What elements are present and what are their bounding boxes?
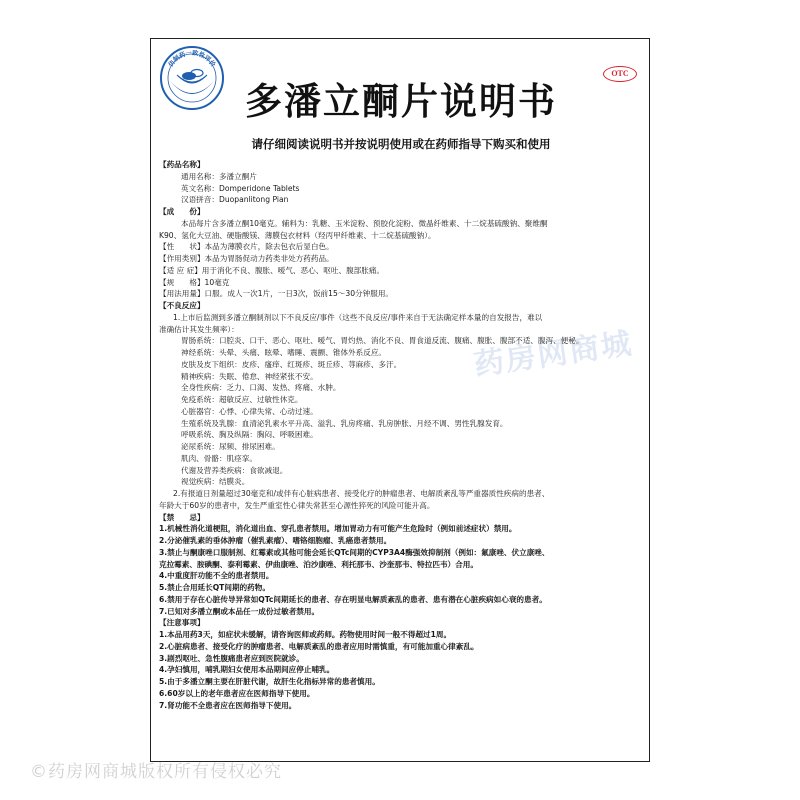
section-contraindication-header: 【禁 忌】: [159, 512, 205, 522]
bottom-watermark: ©药房网商城版权所有侵权必究: [30, 762, 282, 782]
adverse-item: 泌尿系统：尿频、排尿困难。: [181, 442, 280, 451]
section-specification: 【规 格】10毫克: [159, 277, 230, 287]
contraindication-item: 4.中重度肝功能不全的患者禁用。: [159, 571, 274, 581]
contraindication-item: 6.禁用于存在心脏传导异常如QTc间期延长的患者、存在明显电解质紊乱的患者、患有潜在心脏疾病如心衰的患者。: [159, 594, 547, 604]
adverse-intro-line-1: 1.上市后监测到多潘立酮制剂以下不良反应/事件（这些不良反应/事件来自于无法确定样本量的自发报告，难以: [173, 312, 543, 322]
contraindication-item: 1.机械性消化道梗阻，消化道出血、穿孔患者禁用。增加胃动力有可能产生危险时（例如前述症状）禁用。: [159, 524, 517, 534]
page-title: 多潘立酮片说明书: [245, 80, 557, 123]
adverse-item: 皮肤及皮下组织：皮疹、瘙痒、红斑疹、斑丘疹、荨麻疹、多汗。: [181, 359, 402, 369]
generic-name: 通用名称：多潘立酮片: [181, 171, 257, 181]
caution-item: 6.60岁以上的老年患者应在医师指导下使用。: [159, 688, 315, 698]
english-name: 英文名称：Domperidone Tablets: [181, 183, 300, 193]
section-caution-header: 【注意事项】: [159, 618, 205, 628]
leaflet-sheet: [150, 38, 650, 762]
caution-item: 7.肾功能不全患者应在医师指导下使用。: [159, 700, 297, 710]
contraindication-item: 7.已知对多潘立酮或本品任一成份过敏者禁用。: [159, 606, 320, 616]
adverse-item: 生殖系统及乳腺：血清泌乳素水平升高、溢乳、乳房疼痛、乳房肿胀、月经不调、男性乳腺发育。: [181, 418, 508, 428]
composition-line-2: K90、氢化大豆油、硬脂酸镁、薄膜包衣材料（羟丙甲纤维素、十二烷基硫酸钠）。: [159, 230, 436, 240]
adverse-item: 心脏器官：心悸、心律失常、心动过速。: [181, 406, 318, 416]
contraindication-item: 5.禁止合用延长QT间期的药物。: [159, 583, 270, 592]
logo-text: 仿制药一致性评价: [167, 49, 217, 69]
composition-line-1: 本品每片含多潘立酮10毫克。辅料为：乳糖、玉米淀粉、预胶化淀粉、微晶纤维素、十二烷基硫酸钠、聚维酮: [181, 218, 548, 228]
adverse-2-line-2: 年龄大于60岁的患者中，发生严重室性心律失常甚至心源性猝死的风险可能升高。: [159, 500, 435, 510]
page-subtitle: 请仔细阅读说明书并按说明使用或在药师指导下购买和使用: [251, 137, 551, 151]
contraindication-item: 3.禁止与酮康唑口服制剂、红霉素或其他可能会延长QTc间期的CYP3A4酶强效抑制剂（例如：氟康唑、伏立康唑、: [159, 547, 550, 557]
adverse-list: [159, 335, 643, 488]
section-adverse-header: 【不良反应】: [159, 301, 205, 310]
caution-item: 3.剧烈呕吐、急性腹痛患者应到医院就诊。: [159, 653, 304, 663]
adverse-item: 呼吸系统、胸及纵隔：胸闷、呼吸困难。: [181, 430, 318, 440]
adverse-item: 精神疾病：失眠、倦怠、神经紧张不安。: [181, 371, 318, 381]
caution-item: 2.心脏病患者、接受化疗的肿瘤患者、电解质紊乱的患者应用时需慎重，有可能加重心律紊乱。: [159, 641, 479, 651]
pinyin-name: 汉语拼音：Duopanlitong Pian: [181, 195, 289, 205]
section-indication: 【适 应 症】用于消化不良、腹胀、嗳气、恶心、呕吐、腹部胀痛。: [159, 265, 385, 275]
section-composition-header: 【成 份】: [159, 207, 205, 216]
adverse-item: 肌肉、骨骼：肌痉挛。: [181, 453, 257, 463]
caution-list: [159, 629, 643, 711]
adverse-2-line-1: 2.有报道日剂量超过30毫克和/或伴有心脏病患者、接受化疗的肿瘤患者、电解质紊乱等严重器质性疾病的患者、: [173, 489, 550, 498]
section-character: 【性 状】本品为薄膜衣片，除去包衣后显白色。: [159, 242, 334, 252]
adverse-item: 代谢及营养类疾病：食欲减退。: [181, 465, 288, 475]
adverse-item: 免疫系统：超敏反应、过敏性休克。: [181, 395, 303, 404]
adverse-item: 视觉疾病：结膜炎。: [181, 477, 250, 487]
leaflet-content: [159, 159, 643, 711]
section-drug-name-header: 【药品名称】: [159, 160, 205, 169]
caution-item: 1.本品用药3天，如症状未缓解，请咨询医师或药师。药物使用时间一般不得超过1周。: [159, 630, 452, 639]
contraindication-list: [159, 523, 643, 617]
section-category: 【作用类别】本品为胃肠促动力药类非处方药药品。: [159, 254, 334, 263]
adverse-item: 神经系统：头晕、头痛、眩晕、嗜睡、震颤、锥体外系反应。: [181, 348, 387, 357]
caution-item: 4.孕妇慎用，哺乳期妇女使用本品期间应停止哺乳。: [159, 665, 335, 675]
adverse-item: 全身性疾病：乏力、口渴、发热、疼痛、水肿。: [181, 383, 341, 393]
caution-item: 5.由于多潘立酮主要在肝脏代谢，故肝生化指标异常的患者慎用。: [159, 677, 380, 686]
center-watermark: 药房网商城: [471, 326, 636, 383]
contraindication-item: 克拉霉素、胺碘酮、泰利霉素、伊曲康唑、泊沙康唑、利托那韦、沙奎那韦、特拉匹韦）合用。: [159, 559, 478, 569]
contraindication-item: 2.分泌催乳素的垂体肿瘤（催乳素瘤）、嗜铬细胞瘤、乳癌患者禁用。: [159, 536, 392, 545]
adverse-item: 胃肠系统：口腔炎、口干、恶心、呕吐、嗳气、胃灼热、消化不良、胃食道反流、腹痛、腹胀、腹部不适、腹泻、便秘。: [181, 336, 584, 346]
adverse-intro-line-2: 准确估计其发生频率）：: [159, 324, 239, 334]
section-dosage: 【用法用量】口服。成人一次1片，一日3次，饭前15～30分钟服用。: [159, 289, 394, 299]
otc-badge: OTC: [603, 66, 637, 82]
